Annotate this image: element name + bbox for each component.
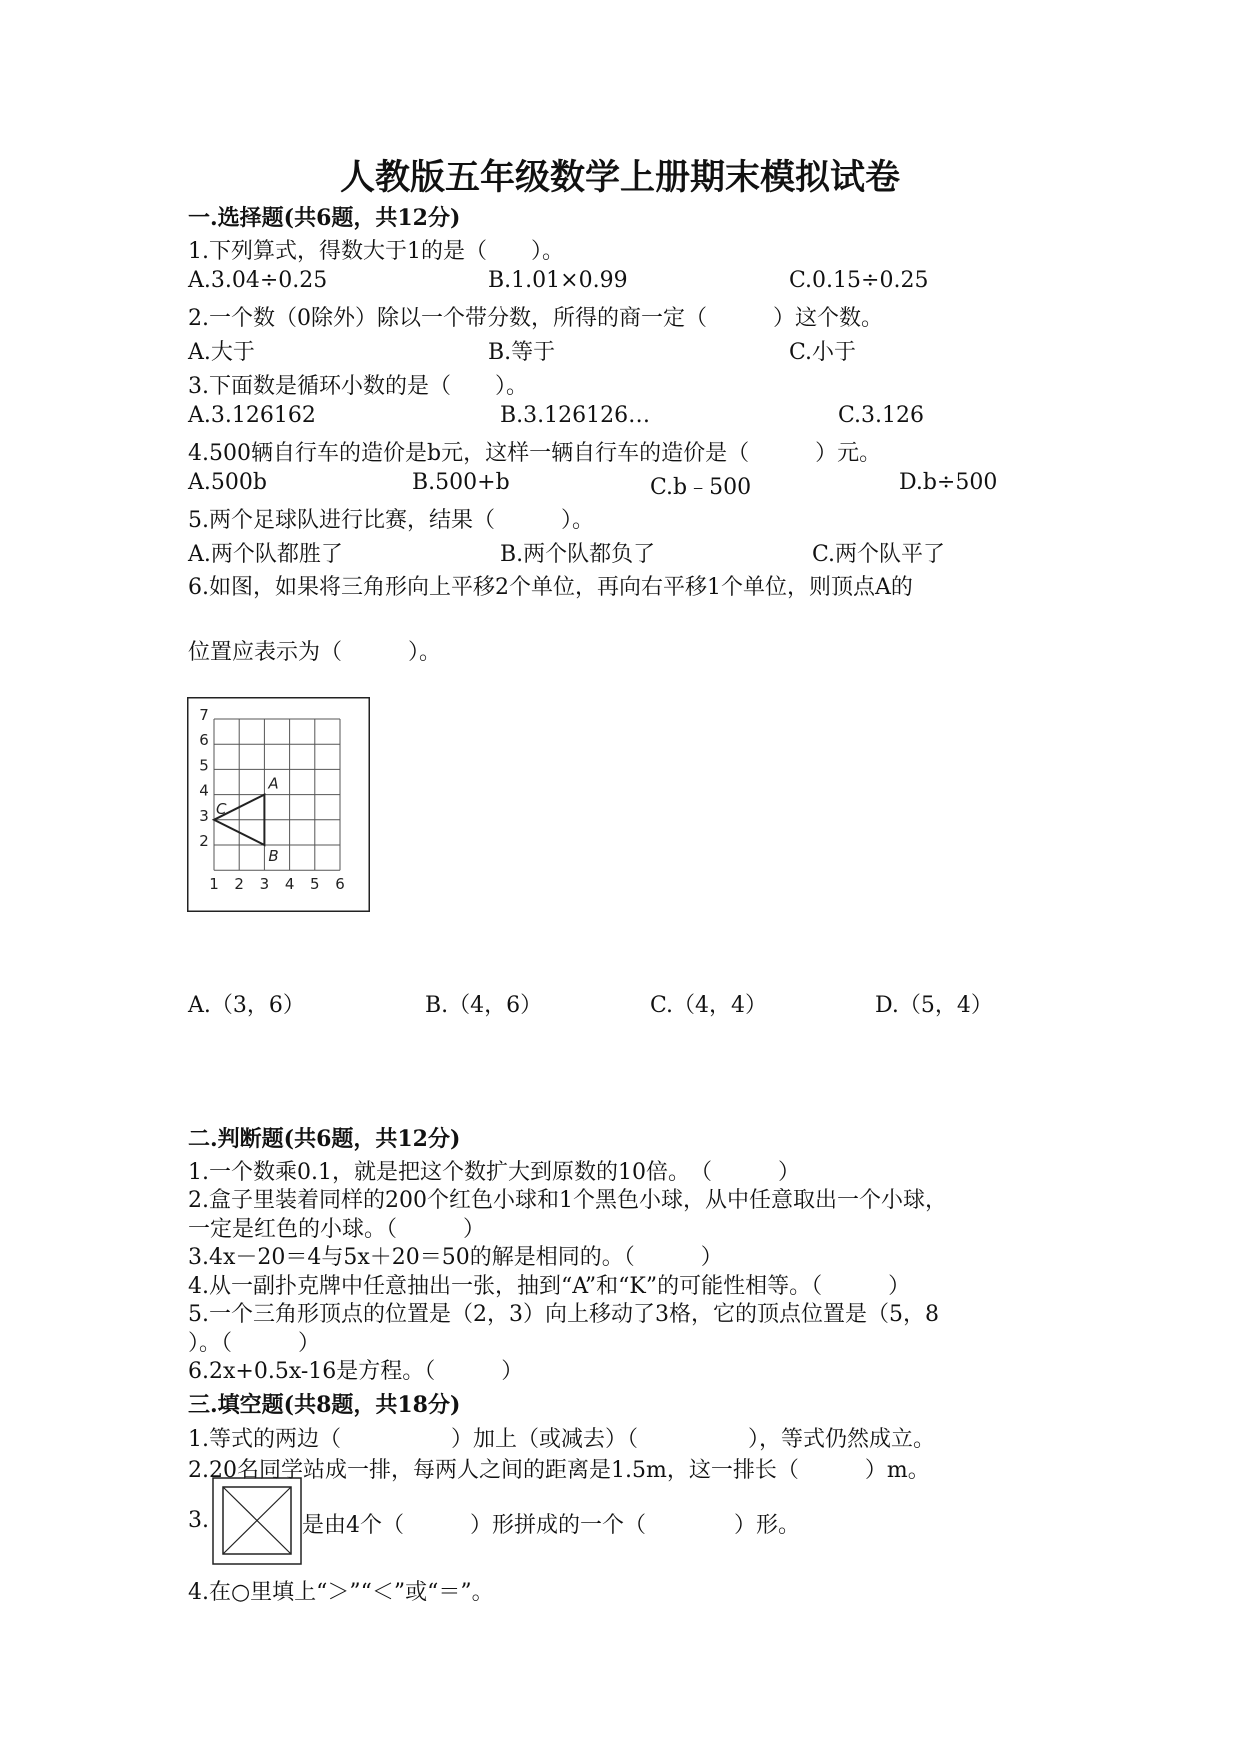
s1-q3-option-b: B.3.126126… bbox=[500, 403, 651, 428]
coordinate-grid-figure bbox=[187, 697, 370, 912]
page-title: 人教版五年级数学上册期末模拟试卷 bbox=[339, 157, 900, 198]
s2-line-8: 6.2x+0.5x-16是方程。（ ） bbox=[188, 1359, 524, 1384]
s3-question-2: 2.20名同学站成一排，每两人之间的距离是1.5m，这一排长（ ）m。 bbox=[188, 1458, 930, 1483]
x-tick-label: 1 bbox=[209, 875, 219, 894]
s1-q2-option-a: A.大于 bbox=[188, 340, 255, 365]
s2-line-5: 4.从一副扑克牌中任意抽出一张，抽到“A”和“K”的可能性相等。（ ） bbox=[188, 1274, 911, 1299]
s1-question-6-line-1: 6.如图，如果将三角形向上平移2个单位，再向右平移1个单位，则顶点A的 bbox=[188, 575, 913, 600]
section-3-heading: 三.填空题(共8题，共18分) bbox=[188, 1392, 461, 1418]
s1-q6-option-c: C.（4，4） bbox=[650, 993, 768, 1018]
s1-q2-option-b: B.等于 bbox=[488, 340, 556, 365]
s1-q1-option-b: B.1.01×0.99 bbox=[488, 268, 628, 293]
s1-q2-option-c: C.小于 bbox=[789, 340, 857, 365]
s1-question-2: 2.一个数（0除外）除以一个带分数，所得的商一定（ ）这个数。 bbox=[188, 306, 883, 331]
s2-line-4: 3.4x－20＝4与5x＋20＝50的解是相同的。（ ） bbox=[188, 1245, 723, 1270]
s1-q5-option-b: B.两个队都负了 bbox=[500, 542, 656, 567]
s2-line-3: 一定是红色的小球。（ ） bbox=[188, 1217, 486, 1242]
y-tick-label: 5 bbox=[199, 756, 209, 775]
square-diagonals-figure bbox=[212, 1477, 302, 1565]
section-2-heading: 二.判断题(共6题，共12分) bbox=[188, 1126, 461, 1152]
y-tick-label: 3 bbox=[199, 806, 209, 825]
s3-question-3-text: 是由4个（ ）形拼成的一个（ ）形。 bbox=[302, 1513, 800, 1538]
x-tick-label: 4 bbox=[284, 875, 295, 894]
s1-q4-option-a: A.500b bbox=[188, 470, 267, 495]
s1-q4-option-d: D.b÷500 bbox=[899, 470, 998, 495]
s1-q4-option-c: C.b﹣500 bbox=[650, 475, 752, 500]
s3-question-1: 1.等式的两边（ ）加上（或减去）（ ），等式仍然成立。 bbox=[188, 1427, 935, 1452]
s2-line-1: 1.一个数乘0.1，就是把这个数扩大到原数的10倍。 （ ） bbox=[188, 1160, 800, 1185]
y-tick-label: 2 bbox=[199, 832, 209, 850]
s1-q4-option-b: B.500+b bbox=[412, 470, 510, 495]
s1-q6-option-b: B.（4，6） bbox=[425, 993, 543, 1018]
y-tick-label: 7 bbox=[199, 706, 209, 724]
x-tick-label: 6 bbox=[335, 875, 345, 894]
s1-q3-option-a: A.3.126162 bbox=[188, 403, 316, 428]
s2-line-7: ）。（ ） bbox=[188, 1331, 321, 1356]
s1-q5-option-a: A.两个队都胜了 bbox=[188, 542, 343, 567]
vertex-label-b: B bbox=[268, 847, 279, 865]
s1-q1-option-c: C.0.15÷0.25 bbox=[789, 268, 929, 293]
s2-line-2: 2.盒子里装着同样的200个红色小球和1个黑色小球，从中任意取出一个小球， bbox=[188, 1188, 947, 1213]
s1-q1-option-a: A.3.04÷0.25 bbox=[188, 268, 328, 293]
s1-q3-option-c: C.3.126 bbox=[838, 403, 925, 428]
s1-question-1: 1.下列算式，得数大于1的是（ ）。 bbox=[188, 239, 564, 264]
x-tick-label: 2 bbox=[234, 875, 244, 894]
s3-question-3-number: 3. bbox=[188, 1508, 209, 1533]
vertex-label-a: A bbox=[268, 774, 279, 793]
s1-question-4: 4.500辆自行车的造价是b元，这样一辆自行车的造价是（ ）元。 bbox=[188, 441, 882, 466]
s2-line-6: 5.一个三角形顶点的位置是（2，3）向上移动了3格，它的顶点位置是（5，8 bbox=[188, 1302, 939, 1327]
s1-q6-option-d: D.（5，4） bbox=[875, 993, 993, 1018]
s1-question-5: 5.两个足球队进行比赛，结果（ ）。 bbox=[188, 508, 594, 533]
s1-q6-option-a: A.（3，6） bbox=[188, 993, 305, 1018]
s1-q5-option-c: C.两个队平了 bbox=[812, 542, 946, 567]
y-tick-label: 6 bbox=[199, 731, 209, 750]
vertex-label-c: C bbox=[216, 799, 227, 818]
y-tick-label: 4 bbox=[199, 781, 209, 800]
section-1-heading: 一.选择题(共6题，共12分) bbox=[188, 205, 461, 231]
x-tick-label: 5 bbox=[310, 875, 320, 894]
s1-question-3: 3.下面数是循环小数的是（ ）。 bbox=[188, 374, 528, 399]
x-tick-label: 3 bbox=[259, 875, 270, 894]
s1-question-6-line-2: 位置应表示为（ ）。 bbox=[188, 640, 442, 665]
s3-question-4: 4.在○里填上“＞”“＜”或“＝”。 bbox=[188, 1580, 494, 1605]
